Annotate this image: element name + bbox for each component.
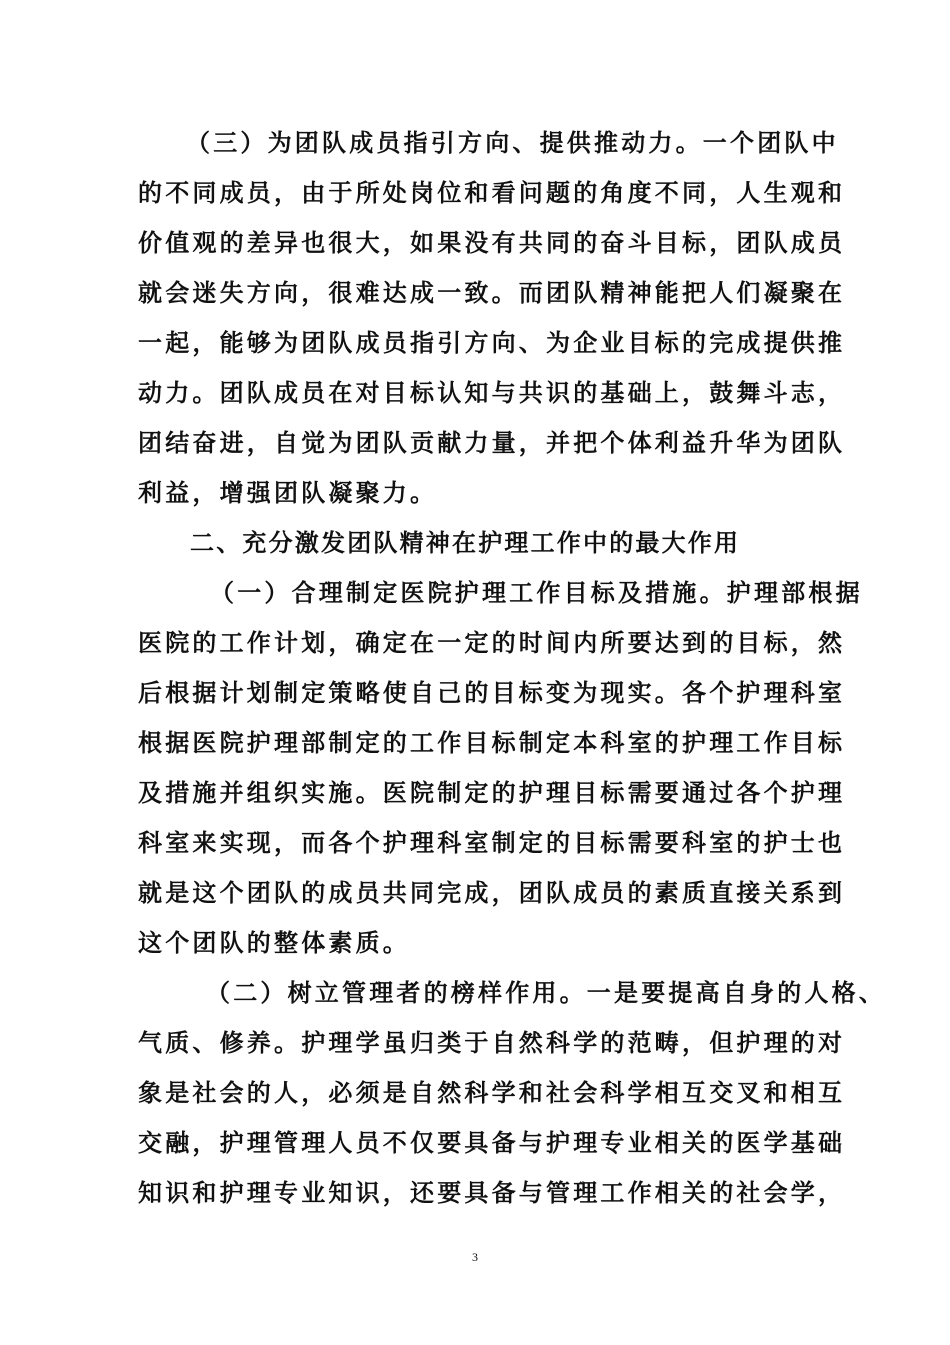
- section-heading: 二、充分激发团队精神在护理工作中的最大作用: [190, 529, 741, 557]
- paragraph-line: 气质、修养。护理学虽归类于自然科学的范畴，但护理的对: [138, 1028, 846, 1057]
- paragraph-line: 一起，能够为团队成员指引方向、为企业目标的完成提供推: [138, 328, 846, 357]
- paragraph-line: 动力。团队成员在对目标认知与共识的基础上，鼓舞斗志，: [138, 378, 846, 407]
- paragraph-line: 医院的工作计划，确定在一定的时间内所要达到的目标，然: [138, 628, 846, 657]
- section2-paragraph-1: [138, 568, 863, 968]
- paragraph-line: 就会迷失方向，很难达成一致。而团队精神能把人们凝聚在: [138, 278, 846, 307]
- paragraph-line: 根据医院护理部制定的工作目标制定本科室的护理工作目标: [138, 728, 846, 757]
- paragraph-line: 利益，增强团队凝聚力。: [138, 478, 438, 507]
- paragraph-line: 这个团队的整体素质。: [138, 928, 410, 957]
- paragraph-line: 团结奋进，自觉为团队贡献力量，并把个体利益升华为团队: [138, 428, 846, 457]
- paragraph-3: [138, 118, 846, 518]
- body-text: [138, 118, 886, 1218]
- paragraph-line: 后根据计划制定策略使自己的目标变为现实。各个护理科室: [138, 678, 846, 707]
- paragraph-line: 及措施并组织实施。医院制定的护理目标需要通过各个护理: [138, 778, 846, 807]
- section2-paragraph-2: [138, 968, 886, 1218]
- paragraph-line: 的不同成员，由于所处岗位和看问题的角度不同，人生观和: [138, 178, 846, 207]
- page-number: 3: [472, 1250, 478, 1264]
- paragraph-line: （一）合理制定医院护理工作目标及措施。护理部根据: [210, 578, 863, 607]
- paragraph-line: 价值观的差异也很大，如果没有共同的奋斗目标，团队成员: [138, 228, 846, 257]
- paragraph-line: 科室来实现，而各个护理科室制定的目标需要科室的护士也: [138, 828, 846, 857]
- paragraph-line: （三）为团队成员指引方向、提供推动力。一个团队中: [186, 128, 839, 157]
- paragraph-line: 就是这个团队的成员共同完成，团队成员的素质直接关系到: [138, 878, 846, 907]
- paragraph-line: 交融，护理管理人员不仅要具备与护理专业相关的医学基础: [138, 1128, 846, 1157]
- paragraph-line: 象是社会的人，必须是自然科学和社会科学相互交叉和相互: [138, 1078, 846, 1107]
- paragraph-line: 知识和护理专业知识，还要具备与管理工作相关的社会学，: [138, 1178, 846, 1207]
- paragraph-line: （二）树立管理者的榜样作用。一是要提高自身的人格、: [206, 978, 886, 1007]
